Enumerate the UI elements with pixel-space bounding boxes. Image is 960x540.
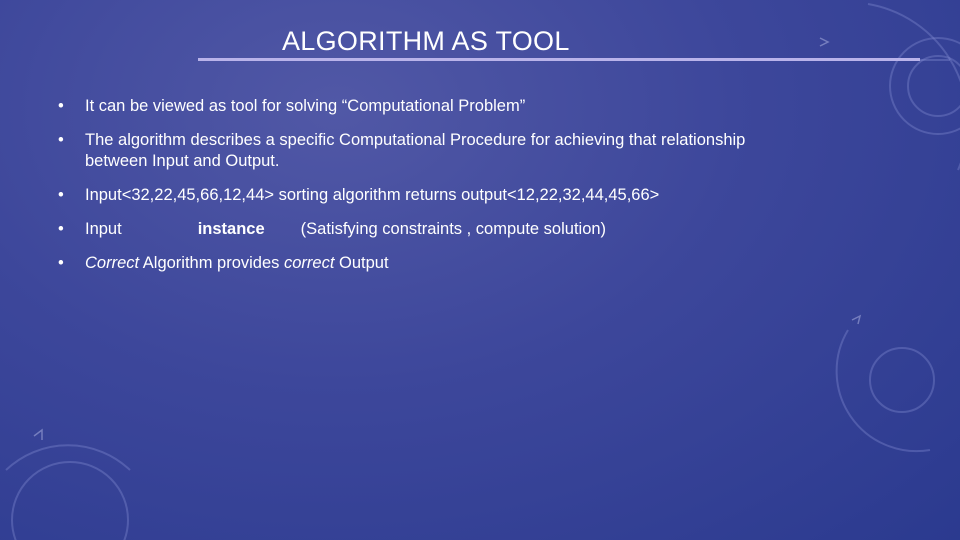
bullet-item — [58, 219, 758, 240]
deco-arrow-1 — [820, 38, 828, 46]
bullet-text-correct: Correct — [85, 254, 140, 272]
deco-arc-right — [837, 330, 930, 451]
bullet-item — [58, 185, 758, 206]
bullet-text-middle: Algorithm provides — [139, 254, 284, 272]
deco-arrow-3 — [34, 430, 42, 440]
title-underline — [198, 58, 920, 61]
bullet-text-input: Input — [85, 220, 122, 238]
bullet-text: The algorithm describes a specific Computational Procedure for achieving that relationship between Input and Output. — [85, 131, 746, 170]
bullet-text: Input<32,22,45,66,12,44> sorting algorithm returns output<12,22,32,44,45,66> — [85, 186, 660, 204]
bullet-item — [58, 253, 758, 274]
deco-arc-top-right — [868, 4, 960, 170]
bullet-text-correct-2: correct — [284, 254, 335, 272]
bullet-item — [58, 96, 758, 117]
bullet-glyph: • — [58, 97, 64, 115]
deco-arrow-2 — [852, 316, 860, 324]
bullet-glyph: • — [58, 186, 64, 204]
slide-title: ALGORITHM AS TOOL — [282, 26, 570, 56]
deco-ring-top-right — [890, 38, 960, 134]
bullet-glyph: • — [58, 254, 64, 272]
bullet-text-end: Output — [334, 254, 389, 272]
bullet-text-instance: instance — [197, 220, 265, 238]
bullet-glyph: • — [58, 131, 64, 149]
bullet-text-constraints: (Satisfying constraints , compute solution) — [300, 220, 607, 238]
bullet-list — [58, 96, 758, 274]
deco-arc-bottom-left — [6, 445, 130, 470]
bullet-text: It can be viewed as tool for solving “Computational Problem” — [85, 97, 526, 115]
deco-ring-mid-right — [870, 348, 934, 412]
bullet-glyph: • — [58, 220, 64, 238]
deco-ring-bottom-left — [12, 462, 128, 540]
bullet-item — [58, 130, 758, 172]
